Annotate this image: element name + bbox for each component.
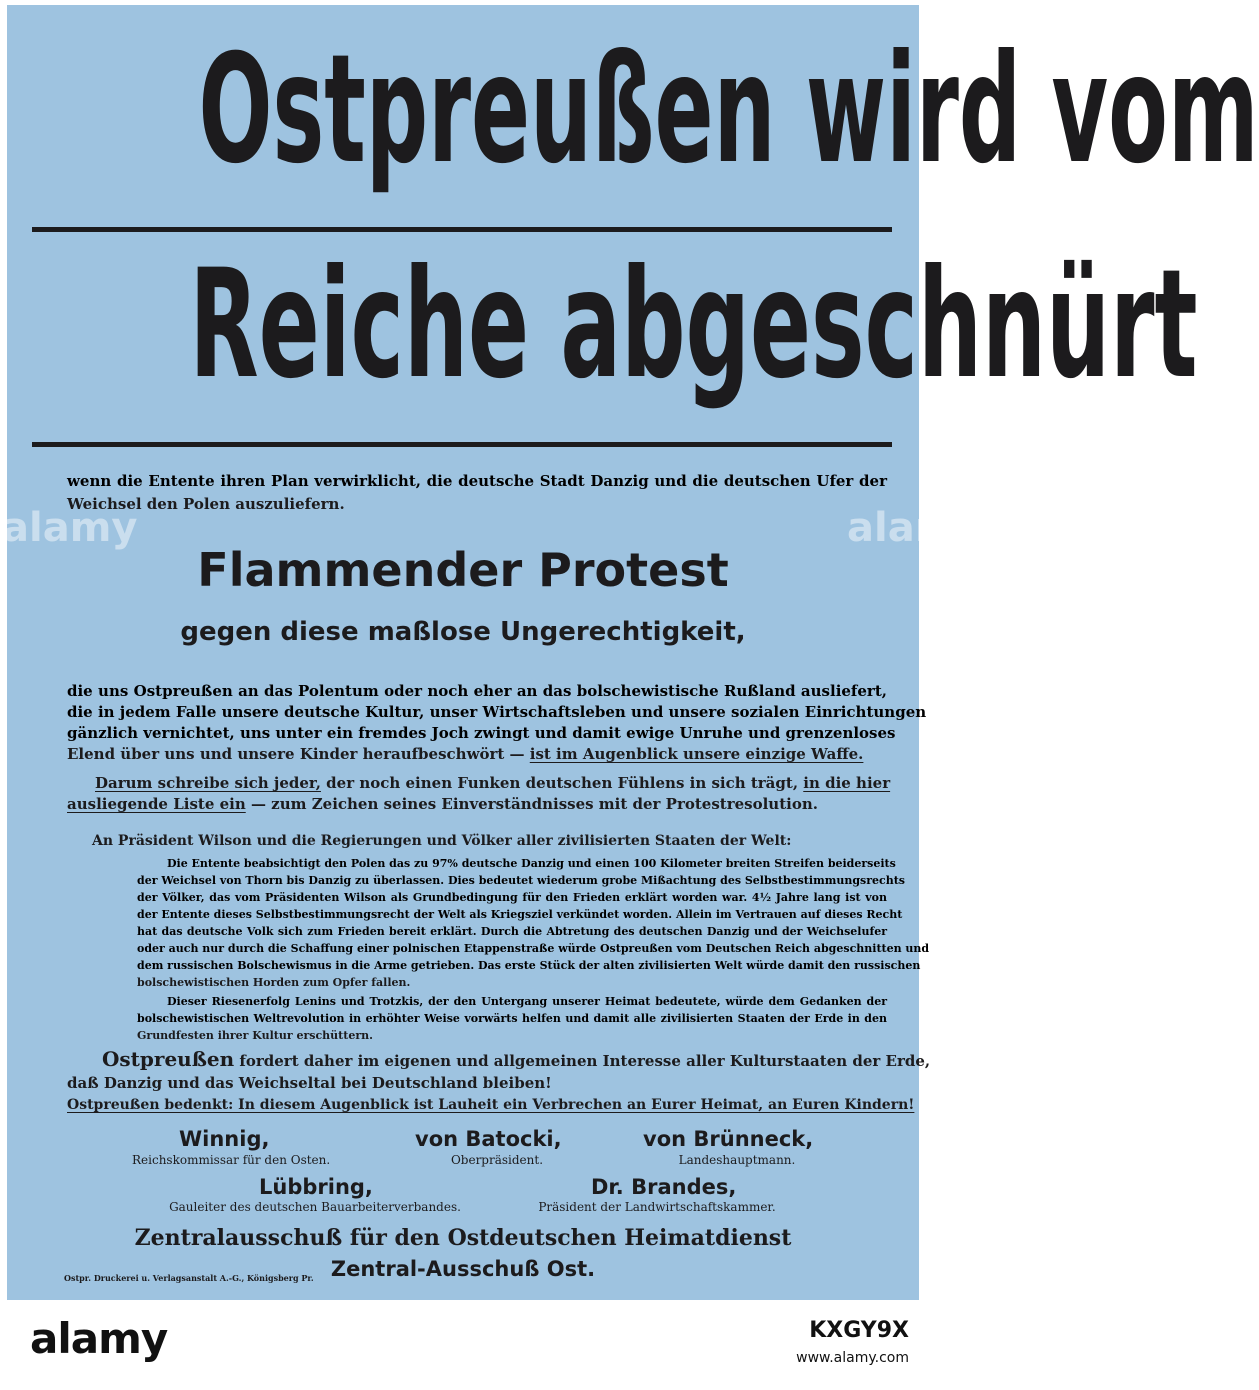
footer-organization-short: Zentral-Ausschuß Ost. [330,1257,596,1281]
watermark: alamy [847,505,983,551]
call-line-1 [95,773,890,794]
headline-rule-2 [32,442,892,447]
demand-line-1-emphasis: Ostpreußen [102,1047,235,1071]
resolution2-line: bolschewistischen Weltrevolution in erhöhter Weise vorwärts helfen und damit alle zivilisierten Staaten der Erde in den [137,1012,887,1025]
resolution-line: hat das deutsche Volk sich zum Frieden bereit erklärt. Durch die Abtretung des deutschen Danzig und der Weichselufer [137,925,887,938]
body-line-2: die in jedem Falle unsere deutsche Kultur, unser Wirtschaftsleben und unsere sozialen Einrichtungen [67,703,927,721]
intro-line-1: wenn die Entente ihren Plan verwirklicht, die deutsche Stadt Danzig und die deutschen Ufer der [67,472,887,490]
resolution-line: der Völker, das vom Präsidenten Wilson als Grundbedingung für den Frieden erklärt worden war. 4½ Jahre lang ist von [137,891,887,904]
resolution-line: der Entente dieses Selbstbestimmungsrecht der Welt als Kriegsziel verkündet worden. Allein im Vertrauen auf dieses Recht [137,908,903,921]
signatory-title: Präsident der Landwirtschaftskammer. [538,1200,776,1214]
resolution-line: bolschewistischen Horden zum Opfer fallen. [137,976,411,989]
resolution-line: der Weichsel von Thorn bis Danzig zu überlassen. Dies bedeutet wiederum grobe Mißachtung des Selbstbestimmungsrechts [137,874,905,887]
protest-title: Flammender Protest [197,543,729,597]
resolution2-line: Dieser Riesenerfolg Lenins und Trotzkis, der den Untergang unserer Heimat bedeutete, würde dem Gedanken der [167,995,887,1008]
poster-sheet [2,5,1259,1300]
signatory-name: Dr. Brandes, [591,1175,737,1199]
address-line: An Präsident Wilson und die Regierungen und Völker aller zivilisierten Staaten der Welt: [92,833,792,849]
call-line-2 [67,794,818,815]
signatory-name: von Batocki, [415,1127,562,1151]
intro-line-2: Weichsel den Polen auszuliefern. [67,495,345,513]
printer-imprint: Ostpr. Druckerei u. Verlagsanstalt A.-G., Königsberg Pr. [64,1273,314,1283]
headline-line-2: Reiche abgeschnürt [189,238,1198,412]
signatory-title: Reichskommissar für den Osten. [132,1153,331,1167]
call-line-1-emphasis: Darum schreibe sich jeder, [95,774,321,792]
body-line-4-plain: Elend über uns und unsere Kinder heraufbeschwört — [67,745,530,763]
body-line-3: gänzlich vernichtet, uns unter ein fremdes Joch zwingt und damit ewige Unruhe und grenzenloses [67,724,896,742]
demand-line-1 [102,1049,930,1072]
watermark: alamy [2,505,138,551]
signatory-name: Lübbring, [259,1175,373,1199]
demand-line-1-plain: fordert daher im eigenen und allgemeinen Interesse aller Kulturstaaten der Erde, [234,1052,931,1070]
demand-line-2: daß Danzig und das Weichseltal bei Deutschland bleiben! [67,1074,552,1092]
resolution-line: oder auch nur durch die Schaffung einer polnischen Etappenstraße würde Ostpreußen vom Deutschen Reich abgeschnitten und [137,942,930,955]
call-line-2-emphasis: ausliegende Liste ein [67,795,246,813]
resolution-line: Die Entente beabsichtigt den Polen das zu 97% deutsche Danzig und einen 100 Kilometer breiten Streifen beiderseits [167,857,896,870]
call-line-1-tail: in die hier [803,774,891,792]
body-line-1: die uns Ostpreußen an das Polentum oder noch eher an das bolschewistische Rußland ausliefert, [67,682,887,700]
signatory-title: Landeshauptmann. [678,1153,796,1167]
resolution-line: dem russischen Bolschewismus in die Arme getrieben. Das erste Stück der alten zivilisierten Welt würde damit den russischen [137,959,921,972]
signatory-name: von Brünneck, [643,1127,814,1151]
call-line-2-plain: — zum Zeichen seines Einverständnisses mit der Protestresolution. [245,795,818,813]
call-line-1-plain: der noch einen Funken deutschen Fühlens in sich trägt, [320,774,804,792]
signatory-name: Winnig, [179,1127,270,1151]
body-line-4 [67,744,863,765]
headline-rule-1 [32,227,892,232]
signatory-title: Oberpräsident. [450,1153,544,1167]
stock-image-id: KXGY9X [809,1318,909,1343]
footer-organization: Zentralausschuß für den Ostdeutschen Heimatdienst [134,1225,792,1251]
headline-line-1: Ostpreußen wird vom [198,23,1259,197]
body-line-4-emphasis: ist im Augenblick unsere einzige Waffe. [529,745,864,763]
stock-url: www.alamy.com [796,1350,909,1366]
protest-subtitle: gegen diese maßlose Ungerechtigkeit, [180,617,746,647]
stock-logo: alamy [30,1314,168,1363]
signatory-title: Gauleiter des deutschen Bauarbeiterverbandes. [169,1200,461,1214]
resolution2-line: Grundfesten ihrer Kultur erschüttern. [137,1029,373,1042]
warning-line: Ostpreußen bedenkt: In diesem Augenblick ist Lauheit ein Verbrechen an Eurer Heimat, an Euren Kindern! [67,1097,915,1113]
